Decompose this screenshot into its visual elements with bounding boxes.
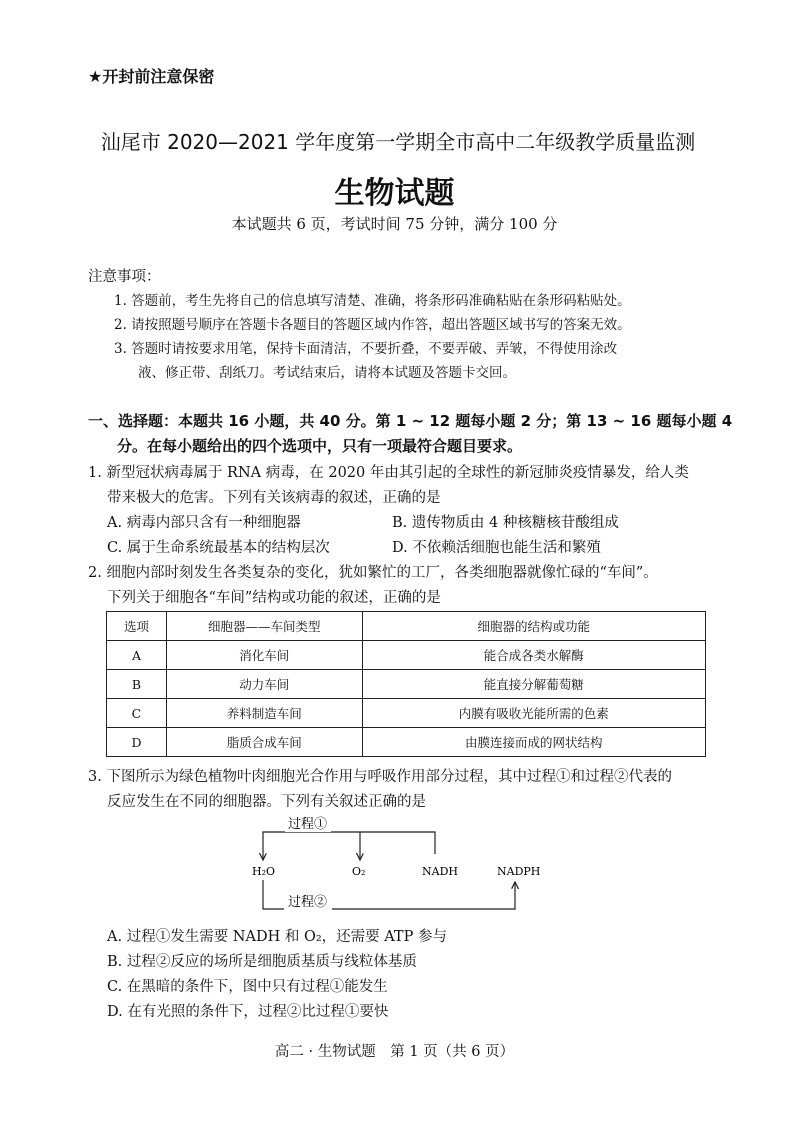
process-1-arrow: [263, 832, 435, 860]
page-footer: 高二 · 生物试题 第 1 页（共 6 页）: [274, 1044, 515, 1060]
table-cell: 消化车间: [166, 641, 362, 670]
table-cell: 能直接分解葡萄糖: [362, 670, 705, 699]
process-diagram: [240, 808, 560, 918]
question-3-stem-cont: 反应发生在不同的细胞器。下列有关叙述正确的是: [107, 794, 426, 810]
table-cell: C: [107, 699, 167, 728]
question-1-option-d: D. 不依赖活细胞也能生活和繁殖: [392, 540, 601, 556]
table-cell: 内膜有吸收光能所需的色素: [362, 699, 705, 728]
table-cell: 动力车间: [166, 670, 362, 699]
table-row: [107, 699, 706, 728]
question-3-stem: 3. 下图所示为绿色植物叶肉细胞光合作用与呼吸作用部分过程，其中过程①和过程②代表的: [88, 769, 672, 785]
question-3-option-b: B. 过程②反应的场所是细胞质基质与线粒体基质: [107, 954, 417, 970]
h2o-label: H₂O: [252, 865, 276, 878]
question-1-option-c: C. 属于生命系统最基本的结构层次: [107, 540, 330, 556]
o2-label: O₂: [352, 865, 366, 878]
question-1-option-b: B. 遗传物质由 4 种核糖核苷酸组成: [392, 515, 619, 531]
question-1-stem-cont: 带来极大的危害。下列有关该病毒的叙述，正确的是: [107, 490, 441, 506]
subject-title: 生物试题: [334, 176, 455, 211]
question-3-option-d: D. 在有光照的条件下，过程②比过程①要快: [107, 1004, 389, 1020]
question-1-stem: 1. 新型冠状病毒属于 RNA 病毒，在 2020 年由其引起的全球性的新冠肺炎疫情暴发，给人类: [88, 465, 689, 481]
table-cell: 由膜连接而成的网状结构: [362, 728, 705, 757]
note-item: 2. 请按照题号顺序在答题卡各题目的答题区域内作答，超出答题区域书写的答案无效。: [114, 317, 631, 333]
note-item: 3. 答题时请按要求用笔，保持卡面清洁，不要折叠，不要弄破、弄皱，不得使用涂改: [114, 341, 618, 357]
table-cell: B: [107, 670, 167, 699]
notes-heading: 注意事项：: [88, 269, 161, 285]
table-header: 细胞器的结构或功能: [362, 612, 705, 641]
table-row: [107, 670, 706, 699]
process-2-label: 过程②: [288, 895, 328, 910]
note-item: 1. 答题前，考生先将自己的信息填写清楚、准确，将条形码准确粘贴在条形码粘贴处。: [114, 293, 631, 309]
question-3-option-c: C. 在黑暗的条件下，图中只有过程①能发生: [107, 979, 388, 995]
process-1-label: 过程①: [288, 817, 328, 832]
table-row: [107, 641, 706, 670]
confidential-notice: ★开封前注意保密: [88, 67, 215, 86]
table-header: 选项: [107, 612, 167, 641]
table-cell: A: [107, 641, 167, 670]
table-header-row: [107, 612, 706, 641]
section-heading-cont: 分。在每小题给出的四个选项中，只有一项最符合题目要求。: [117, 437, 523, 455]
table-header: 细胞器——车间类型: [166, 612, 362, 641]
table-cell: 能合成各类水解酶: [362, 641, 705, 670]
question-3-option-a: A. 过程①发生需要 NADH 和 O₂，还需要 ATP 参与: [107, 929, 447, 945]
question-2-stem-cont: 下列关于细胞各“车间”结构或功能的叙述，正确的是: [107, 590, 441, 606]
section-heading: 一、选择题：本题共 16 小题，共 40 分。第 1 ~ 12 题每小题 2 分；第 13 ~ 16 题每小题 4: [88, 412, 733, 430]
question-2-stem: 2. 细胞内部时刻发生各类复杂的变化，犹如繁忙的工厂，各类细胞器就像忙碌的“车间”。: [88, 565, 658, 581]
question-1-option-a: A. 病毒内部只含有一种细胞器: [107, 515, 301, 531]
table-row: [107, 728, 706, 757]
question-2-table: [106, 611, 706, 757]
note-item-continuation: 液、修正带、刮纸刀。考试结束后，请将本试题及答题卡交回。: [138, 365, 516, 381]
nadph-label: NADPH: [497, 865, 541, 878]
table-cell: 养料制造车间: [166, 699, 362, 728]
exam-info: 本试题共 6 页，考试时间 75 分钟，满分 100 分: [231, 215, 558, 233]
exam-title: 汕尾市 2020—2021 学年度第一学期全市高中二年级教学质量监测: [100, 130, 696, 154]
nadh-label: NADH: [422, 865, 458, 878]
table-cell: D: [107, 728, 167, 757]
table-cell: 脂质合成车间: [166, 728, 362, 757]
